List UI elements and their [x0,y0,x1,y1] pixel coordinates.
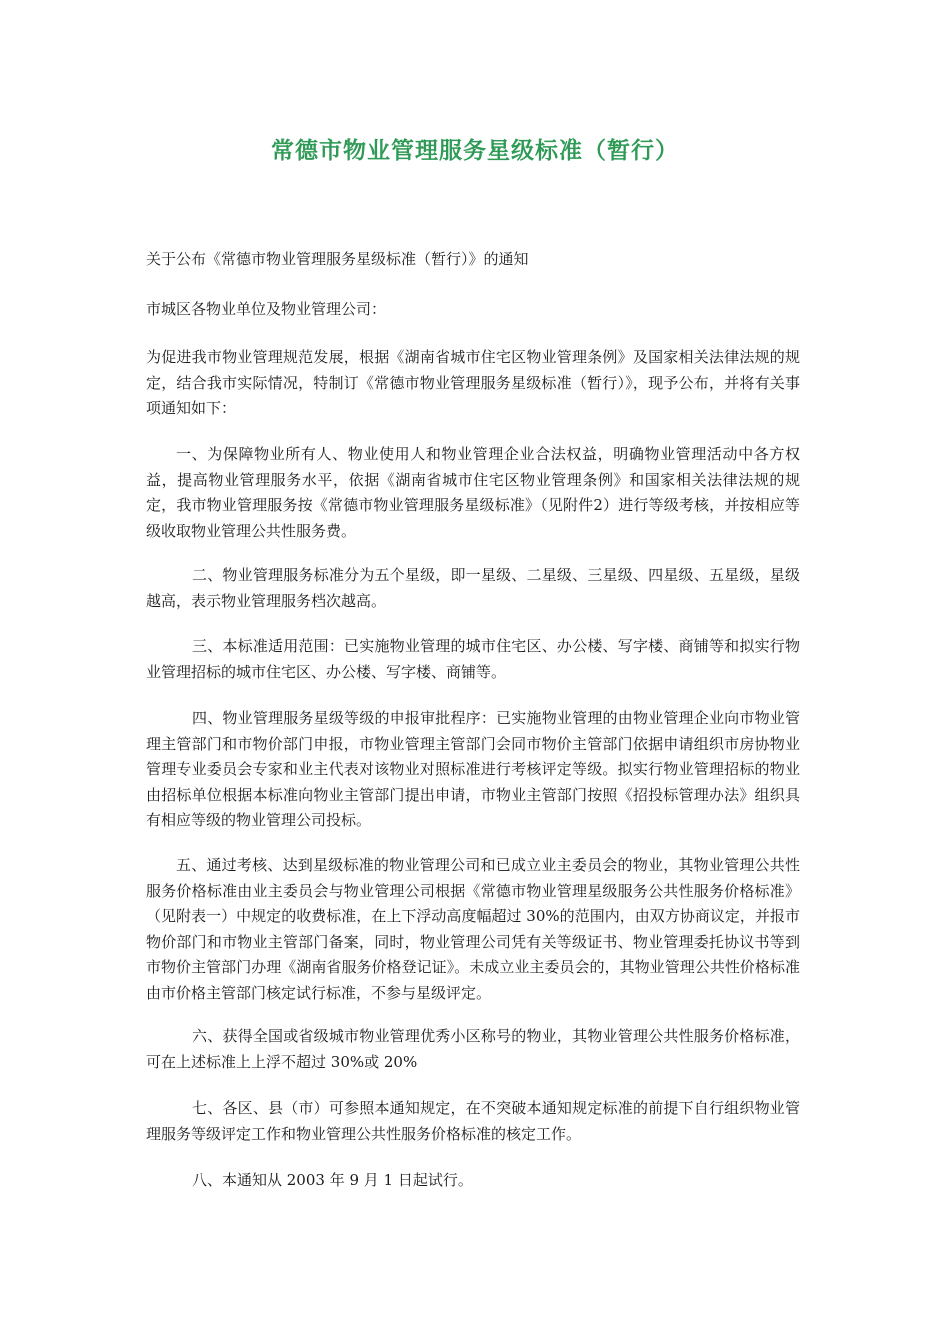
notice-heading: 关于公布《常德市物业管理服务星级标准（暂行）》的通知 [146,250,529,268]
intro-paragraph: 为促进我市物业管理规范发展，根据《湖南省城市住宅区物业管理条例》及国家相关法律法规的规定，结合我市实际情况，特制订《常德市物业管理服务星级标准（暂行）》，现予公布，并将有关事项通知如下： [146,348,800,417]
notice-item-7: 七、各区、县（市）可参照本通知规定，在不突破本通知规定标准的前提下自行组织物业管理服务等级评定工作和物业管理公共性服务价格标准的核定工作。 [146,1099,800,1143]
notice-item-6: 六、获得全国或省级城市物业管理优秀小区称号的物业，其物业管理公共性服务价格标准，可在上述标准上上浮不超过 30%或 20% [146,1027,800,1071]
notice-item-3: 三、本标准适用范围：已实施物业管理的城市住宅区、办公楼、写字楼、商铺等和拟实行物业管理招标的城市住宅区、办公楼、写字楼、商铺等。 [146,637,800,681]
notice-item-8: 八、本通知从 2003 年 9 月 1 日起试行。 [192,1171,473,1189]
salutation: 市城区各物业单位及物业管理公司： [146,300,387,318]
notice-item-4: 四、物业管理服务星级等级的申报审批程序：已实施物业管理的由物业管理企业向市物业管理主管部门和市物价部门申报，市物业管理主管部门会同市物价主管部门依据申请组织市房协物业管理专业委员会专家和业主代表对该物业对照标准进行考核评定等级。拟实行物业管理招标的物业由招标单位根据本标准向物业主管部门提出申请，市物业主管部门按照《招投标管理办法》组织具有相应等级的物业管理公司投标。 [146,709,800,829]
notice-item-5: 五、通过考核、达到星级标准的物业管理公司和已成立业主委员会的物业，其物业管理公共性服务价格标准由业主委员会与物业管理公司根据《常德市物业管理星级服务公共性服务价格标准》（见附表一）中规定的收费标准，在上下浮动高度幅超过 30%的范围内，由双方协商议定，并报市物价部门和市物业主管部门备案，同时，物业管理公司凭有关等级证书、物业管理委托协议书等到市物价主管部门办理《湖南省服务价格登记证》。未成立业主委员会的，其物业管理公共性价格标准由市价格主管部门核定试行标准，不参与星级评定。 [146,856,800,1002]
document-title: 常德市物业管理服务星级标准（暂行） [271,138,679,164]
notice-item-1: 一、为保障物业所有人、物业使用人和物业管理企业合法权益，明确物业管理活动中各方权益，提高物业管理服务水平，依据《湖南省城市住宅区物业管理条例》和国家相关法律法规的规定，我市物业管理服务按《常德市物业管理服务星级标准》（见附件2）进行等级考核，并按相应等级收取物业管理公共性服务费。 [146,445,800,540]
notice-item-2: 二、物业管理服务标准分为五个星级，即一星级、二星级、三星级、四星级、五星级，星级越高，表示物业管理服务档次越高。 [146,566,800,610]
